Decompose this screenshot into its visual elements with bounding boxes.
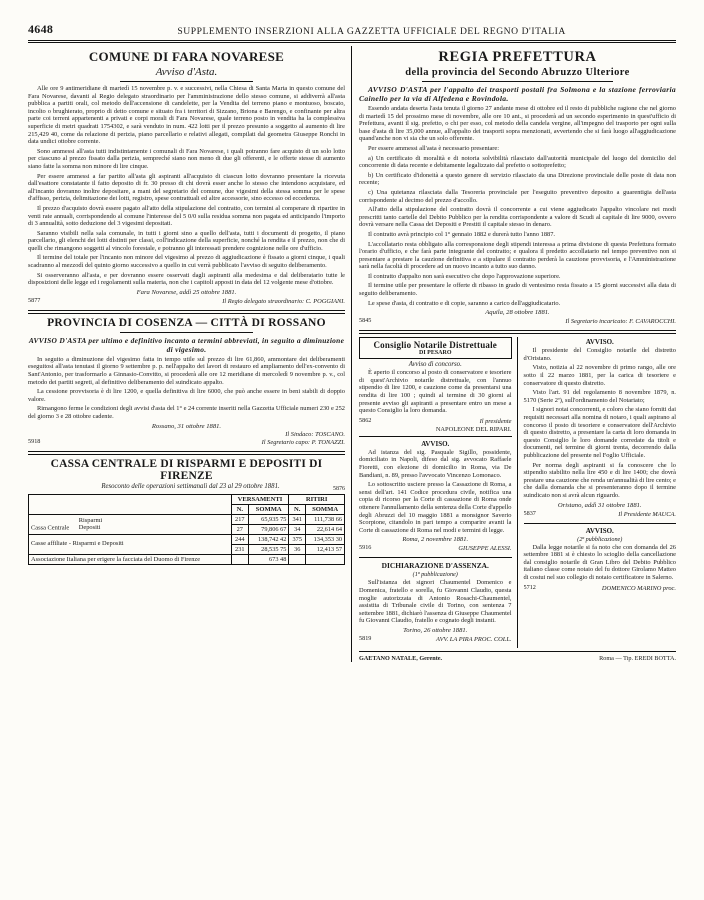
row-label-associazione: Associazione Italiana per erigere la facciata del Duomo di Firenze [29,554,232,564]
page-sheet [28,22,676,874]
oristano-p1: Il presidente del Consiglio notarile del distretto d'Oristano. [523,347,676,362]
page-footer [359,655,676,662]
cassa-subtitle: Resoconto delle operazioni settimanali dal 23 al 29 ottobre 1881. [101,482,280,490]
article-dichiarazione-assenza [359,561,512,643]
cosenza-p3: Rimangono ferme le condizioni degli avvisi d'asta del 1° e 24 corrente inseriti nella Gazzetta Ufficiale numeri 230 e 252 del giorno 3 e 28 ottobre cadente. [28,405,345,420]
oristano-date: Oristano, addì 31 ottobre 1881. [557,501,642,509]
gazette-title: SUPPLEMENTO INSERZIONI ALLA GAZZETTA UFFICIALE DEL REGNO D'ITALIA [177,26,566,37]
divider [524,523,677,524]
prefettura-item-b: b) Un certificato d'idoneità a questo genere di servizio rilasciato da una Direzione provinciale delle poste di data non recente; [359,171,676,187]
cell-somma: 22,614 64 [306,524,345,534]
section-divider [359,330,676,334]
salerno-ref: 5712 [523,583,536,591]
divider [422,81,612,82]
cosenza-signature-1: Il Sindaco: TOSCANO. [285,430,345,438]
cosenza-date: Rossano, 31 ottobre 1881. [151,422,222,430]
prefettura-p5: L'accollatario resta obbligato alla corresponsione degli stipendi interessa a prima divisione di questa Prefettura formato l'orario d'ufficio, e che farà parte integrante del contratto; e qualora il predetto accollatario nel tempo preventivo non si presentare a prestare la cauzione definitiva e a stipulare il contratto perderà la cauzione provvisoria, e l'Amministrazione sarà nella facoltà di procedere ad un nuovo incanto a tutto suo danno. [359,240,676,271]
footer-manager: GAETANO NATALE, Gerente. [359,654,443,662]
notarile-title: Consiglio Notarile Distrettuale [373,340,498,351]
cell-n: 36 [289,544,306,554]
article-avviso-cassazione [359,440,512,553]
right-column [352,46,676,662]
section-divider [28,451,345,455]
salerno-signature: DOMENICO MARINO proc. [601,584,676,592]
row-sublabel-risparmi: Risparmi [78,516,103,524]
fara-p7: Si osserveranno all'asta, e per dovranno essere osservati dagli aspiranti alla medesima e dal deliberatario tutte le disposizioni delle legge ed i regolamenti sulla materia, non che i capitoli apposti in data del 12 volgente mese d'ottobre. [28,271,345,287]
assenza-date: Torino, 26 ottobre 1881. [403,626,468,634]
notarile-signature: NAPOLEONE DEL RIPARI. [435,425,512,433]
fara-p2: Sono ammessi all'asta tutti indistintamente i comunali di Fara Novarese, i quali potranno fare acquisto di un solo lotto per ciascuno al prezzo fissato dalla perizia, sempreché siano non meno di due gli offerenti, e le offerte stesse di aumento siano fatte la somma non minore di lire cinque. [28,147,345,170]
notarile-body: È aperto il concorso al posto di conservatore e tesoriere di quest'Archivio notarile distrettuale, con l'annuo stipendio di lire 1200, e cauzione come da presentarsi una rendita di lire 100 ; quindi al termine di 30 giorni al presente avviso gli aspiranti a presentare entro un mese a questo Consiglio la loro domanda. [359,369,512,415]
article-consiglio-notarile [359,337,512,359]
col-header-somma2: SOMMA [306,504,345,514]
fara-p5: Saranno visibili nella sala comunale, in tutti i giorni sino a quello dell'asta, tutti i documenti di progetto, il piano parcellario, gli elenchi dei lotti distinti per classi, coll'indicazione della superficie, nonché la rendita e il prezzo, non che di quelli che rimangono soggetti al vincolo forestale, e potranno gli interessati prendere cognizione nelle ore d'ufficio. [28,229,345,252]
fara-signature: Il Regio delegato straordinario: C. POGGIANI. [222,297,345,305]
oristano-ref: 5837 [523,509,536,517]
article-fara-novarese [28,49,345,305]
cosenza-title: PROVINCIA DI COSENZA — CITTÀ DI ROSSANO [47,316,326,329]
article-oristano [524,338,677,517]
prefettura-p6: Il contratto d'appalto non sarà esecutivo che dopo l'approvazione superiore. [368,272,561,280]
notarile-subtitle: DI PESARO [418,350,452,357]
cell-somma: 28,535 75 [249,544,289,554]
cassa-table [28,494,345,565]
avviso2-ref: 5916 [359,544,372,552]
cosenza-avviso: AVVISO D'ASTA per ultimo e definitivo incanto a termini abbreviati, in seguito a diminuzione di vigesimo. [28,335,345,354]
row-sublabel-depositi: Depositi [78,524,101,532]
cell-n: 244 [231,534,248,544]
cosenza-p2: La cessione provvisoria è di lire 1200, e quella definitiva di lire 6000, che può anche essere in beni stabili di doppio valore. [28,388,345,403]
prefettura-title: REGIA PREFETTURA [438,49,597,65]
article-cosenza [28,317,345,446]
col-header-n1: N. [231,504,248,514]
assenza-sub: (1ª pubblicazione) [412,571,458,579]
salerno-sub: (2ª pubblicazione) [577,535,623,543]
row-label-cassa-centrale [29,514,232,534]
footer-divider [359,651,676,652]
page-header [28,22,676,39]
avviso2-signature: GIUSEPPE ALESSI. [458,545,512,553]
cell-n: 217 [231,514,248,524]
cell-n: 341 [289,514,306,524]
prefettura-item-c: c) Una quietanza rilasciata dalla Tesoreria provinciale per l'eseguito preventivo deposito a guarentigia dell'asta corrispondente al decimo del prezzo d'accollo. [359,188,676,204]
avviso2-body2: Lo sottoscritto usciere presso la Cassazione di Roma, a sensi dell'art. 141 Codice procedura civile, notifica una copia di ricorso per la Corte di cassazione di Roma onde ottenere l'annullamento della sentenza della Corte d'appello degli Abruzzi del 10 maggio 1881 a monsignor Saverio Scorpione, citandolo in pari tempo a comparire avanti la Corte di cassazione di Roma nel modi e termini di legge. [359,481,512,534]
cell-somma: 134,353 30 [306,534,345,544]
cell-somma [306,554,345,564]
fara-p1: Alle ore 9 antimeridiane di martedì 15 novembre p. v. e successivi, nella Chiesa di Santa Marta in questo comune del Fara Novarese, davanti al Regio delegato straordinario per l'amministrazione dello stesso comune, si addiverrà all'asta pubblica a partiti orali, col metodo dell'accensione di candelette, per la Vendita del terreno piano e montuoso, boscato, incolto o brughierato, proprio di detto comune e situato fra i territori di Sizzano, Briona e Barengo, e confinante per altra parte coi terreni appartenenti a privati e corpi morali di Fara Novarese, quale terreno posto in vendita ha la complessiva superficie di metri quadrati 1754302, e sarà venduto in num. 422 lotti per il prezzo presunto a soggetto al aumento di lire 215,429 40, come da relazione di perizia, piano parcellario e relativi allegati, compilati dal geometra Giuseppe Ronchi in data undici ottobre corrente. [28,85,345,146]
page-number: 4648 [28,22,54,36]
col-header-versamenti: VERSAMENTI [231,494,289,504]
cassa-title: CASSA CENTRALE DI RISPARMI E DEPOSITI DI FIRENZE [50,457,323,482]
oristano-title: AVVISO. [585,338,614,347]
right-subcolumn-right [518,337,677,648]
cell-somma: 65,935 75 [249,514,289,524]
cell-somma: 673 48 [249,554,289,564]
divider [359,436,512,437]
fara-p3: Per essere ammessi a far partito all'asta gli aspiranti all'acquisto di ciascun lotto dovranno presentare la ricevuta dall'esattore constatante il fatto deposito di fr. 30 presso di chi dovrà esser anche lo stesso che intendono acquistare, ed all'incanto dovranno inoltre depositare, a mani del segretario del comune, due vigesimi della stessa somma per le spese d'affisso, perizia, delimitazione dei lotti, registro, spese contrattuali ed altre accessorie, sino eccesso od eccedenza. [28,172,345,203]
avviso2-date: Roma, 2 novembre 1881. [402,536,469,544]
cosenza-ref: 5918 [28,437,41,445]
divider [120,332,253,333]
oristano-p2: Visto, notizia al 22 novembre di primo rango, alle ore sotto il 22 marzo 1881, per la carica di tesoriere e conservatore di questo distretto. [523,364,676,387]
right-subcolumn-left [359,337,518,648]
fara-p6: Il termine del totale per l'incanto non minore del vigesimo al prezzo di aggiudicazione è fissato a giorni cinque, i quali scadranno al mezzodì del quinto giorno successivo a quello in cui verrà pubblicato l'avviso di seguito deliberamento. [28,254,345,270]
prefettura-ref: 5845 [359,317,372,325]
prefettura-p4: Il contratto avrà principio col 1° gennaio 1882 e durerà tutto l'anno 1887. [368,230,556,238]
two-column-body [28,46,676,662]
avviso2-body: Ad istanza del sig. Pasquale Sigillo, possidente, domiciliato in Napoli, difeso dal sig. avvocato Raffaele Fioretti, con elezione di domicilio in Roma, via De Bandiani, n. 89, presso l'avvocato Vincenzo Lomonaco. [359,448,512,479]
assenza-body: Sull'istanza dei signori Chaumentel Domenico e Domenica, fratello e sorella, fu Giovanni Claudio, questa moglie autorizzata di Antonio Rosachi-Chaumentel, assistita di Tribunale civile di Torino, con sentenza 7 settembre 1881, dichiarò l'assenza di Giuseppe Chaumentel fu Giovanni Claudio, fratello e cognato degli instanti. [359,579,512,625]
cassa-ref: 5876 [333,485,345,492]
cell-n: 231 [231,544,248,554]
notarile-ref: 5862 [359,416,372,424]
cell-somma: 12,413 57 [306,544,345,554]
notarile-sig-label: Il presidente [479,417,512,425]
cell-n [289,554,306,564]
cell-n: 27 [231,524,248,534]
table-head-group [29,494,345,504]
col-header-blank [29,494,232,514]
fara-ref: 5877 [28,296,41,304]
cell-n: 375 [289,534,306,544]
salerno-body: Dalla legge notarile si fa noto che con domanda del 26 settembre 1881 si è chiesto lo scioglio della cancellazione dal consiglio notarile di Gran Libro del Debito Pubblico italiano classe come notaio del fu dottore Girolamo Matteo di costui nel suo collegio di notaio certificatore in Salerno. [523,543,676,581]
oristano-p5: Per norma degli aspiranti si fa conoscere che lo stipendio stabilito nella lire 450 e di lire 1400; che dovrà prestare una cauzione che renda un'annualità di lire cento; e che dalla domanda che si presenteranno dopo il termine suindicato non si avrà alcun riguardo. [523,461,676,499]
table-row [29,534,345,544]
oristano-p3: Visto l'art. 91 del regolamento 8 novembre 1879, n. 5170 (Serie 2ª), sull'ordinamento del Notariato; [523,389,676,404]
oristano-signature: Il Presidente MAUCA. [618,510,676,518]
prefettura-subtitle: della provincia del Secondo Abruzzo Ulteriore [405,67,630,78]
cell-somma: 111,738 66 [306,514,345,524]
article-salerno [524,527,677,592]
row-label-text: Cassa Centrale [31,524,70,532]
cosenza-p1: In seguito a diminuzione del vigesimo fatta in tempo utile sul prezzo di lire 61,860, ammontare dei deliberamenti eseguitosi all'asta tenutasi il giorno 9 settembre p. p. nell'appalto dei lavori di restauro ed ampliamento dell'ex-convento di Sant'Antonio, per trasformarlo a Ginnasio-Convitto, si procederà alle ore 12 meridiane di mercoledì 9 novembre p. v., col metodo dei partiti segreti, al definitivo deliberamento del suindicato appalto. [28,355,345,386]
footer-printer: Roma — Tip. EREDI BOTTA. [599,654,676,662]
col-header-ritiri: RITIRI [289,494,345,504]
assenza-signature: AVV. LA PIRA PROC. COLL. [436,635,512,643]
cosenza-signature-2: Il Segretario capo: P. TONAZZI. [261,438,345,446]
assenza-title: DICHIARAZIONE D'ASSENZA. [381,561,489,571]
prefettura-date: Aquila, 28 ottobre 1881. [485,309,550,317]
cell-n: 34 [289,524,306,534]
col-header-somma1: SOMMA [249,504,289,514]
cell-somma: 79,806 67 [249,524,289,534]
fara-subtitle: Avviso d'Asta. [155,66,218,78]
prefettura-signature: Il Segretario incaricato: F. CAVAROCCHI. [565,318,676,326]
prefettura-item-a: a) Un certificato di moralità e di notoria solvibilità rilasciato dall'autorità municipale del luogo del domicilio del concorrente di data recente e debitamente legalizzato dal prefetto o sottoprefetto; [359,154,676,170]
cell-n [231,554,248,564]
row-label-casse-affiliate: Casse affiliate - Risparmi e Depositi [29,534,232,554]
prefettura-p8: Le spese d'asta, di contratto e di copie, saranno a carico dell'aggiudicatario. [368,299,561,307]
fara-date: Fara Novarese, addì 25 ottobre 1881. [136,288,237,296]
prefettura-p2: Per essere ammessi all'asta è necessario presentare: [368,144,500,152]
article-cassa-firenze [28,458,345,565]
notarile-avviso: Avviso di concorso. [408,361,462,369]
divider [359,557,512,558]
assenza-ref: 5819 [359,634,372,642]
cell-somma: 138,742 42 [249,534,289,544]
prefettura-p1: Essendo andata deserta l'asta tenuta il giorno 27 andante mese di ottobre ed il resto di pubbliche ragione che nel giorno di martedì 15 del prossimo mese di novembre, alle ore 10 ant., si procederà ad un secondo esperimento in quest'ufficio di Prefettura, avanti il sig. prefetto, o chi per esso, col metodo della candela vergine, all'impegno del trasporto per ogni sulla base d'asta di lire 35,000 annue, all'appalto dei trasporti sopra menzionati, avvertendo che si farà luogo all'aggiudicazione quand'anche non vi sia che un solo offerente. [359,105,676,143]
header-rule [28,40,676,41]
section-divider [28,310,345,314]
right-subcolumns [359,337,676,648]
salerno-title: AVVISO. [585,526,614,535]
avviso2-title: AVVISO. [421,439,450,448]
table-row [29,514,345,524]
col-header-n2: N. [289,504,306,514]
table-row [29,554,345,564]
prefettura-avviso: AVVISO D'ASTA per l'appalto dei trasporti postali fra Solmona e la stazione ferroviaria Cainello per la via di Alfedena e Rovindola. [359,85,676,103]
fara-p4: Il prezzo d'acquisto dovrà essere pagato all'atto della stipulazione del contratto, con termini al comperare di ripartire in venti rate annuali, corrispondendo al comune l'interesse del 5 0/0 sulla residua somma non pagata ed anticipando l'importo di 3 annualità, sotto deduzione del 3 vigesimi depositati. [28,204,345,228]
fara-title: COMUNE DI FARA NOVARESE [88,49,285,64]
divider [120,81,253,82]
header-rule-thin [28,42,676,43]
left-column [28,46,352,662]
article-regia-prefettura [359,49,676,325]
prefettura-p7: Il termine utile per presentare le offerte di ribasso in grado di ventesimo resta fissato a 15 giorni successivi alla data di seguito deliberamento. [359,282,676,298]
oristano-p4: I signori notai concorrenti, e coloro che siano forniti dai requisiti necessari alla nomina di notaro, i quali aspirano al concorso il posto di tesoriere e conservatore dell'Archivio di questo distretto, a presentare la carta di loro domanda in questo Consiglio le loro domande corredate da titoli e documenti, nel termine di giorni trenta, decorrendo dalla pubblicazione del presente nel Foglio Ufficiale. [523,406,676,459]
prefettura-p3: All'atto della stipulazione del contratto dovrà il concorrente a cui viene aggiudicato l'appalto vincolare nei modi prescritti tanto cartelle del Debito Pubblico per la rendita corrispondente a valore di Scudi al capitale di lire 9000, ovvero dovrà versare nella Cassa dei Depositi e Prestiti il capitale stesso in denaro. [359,206,676,229]
